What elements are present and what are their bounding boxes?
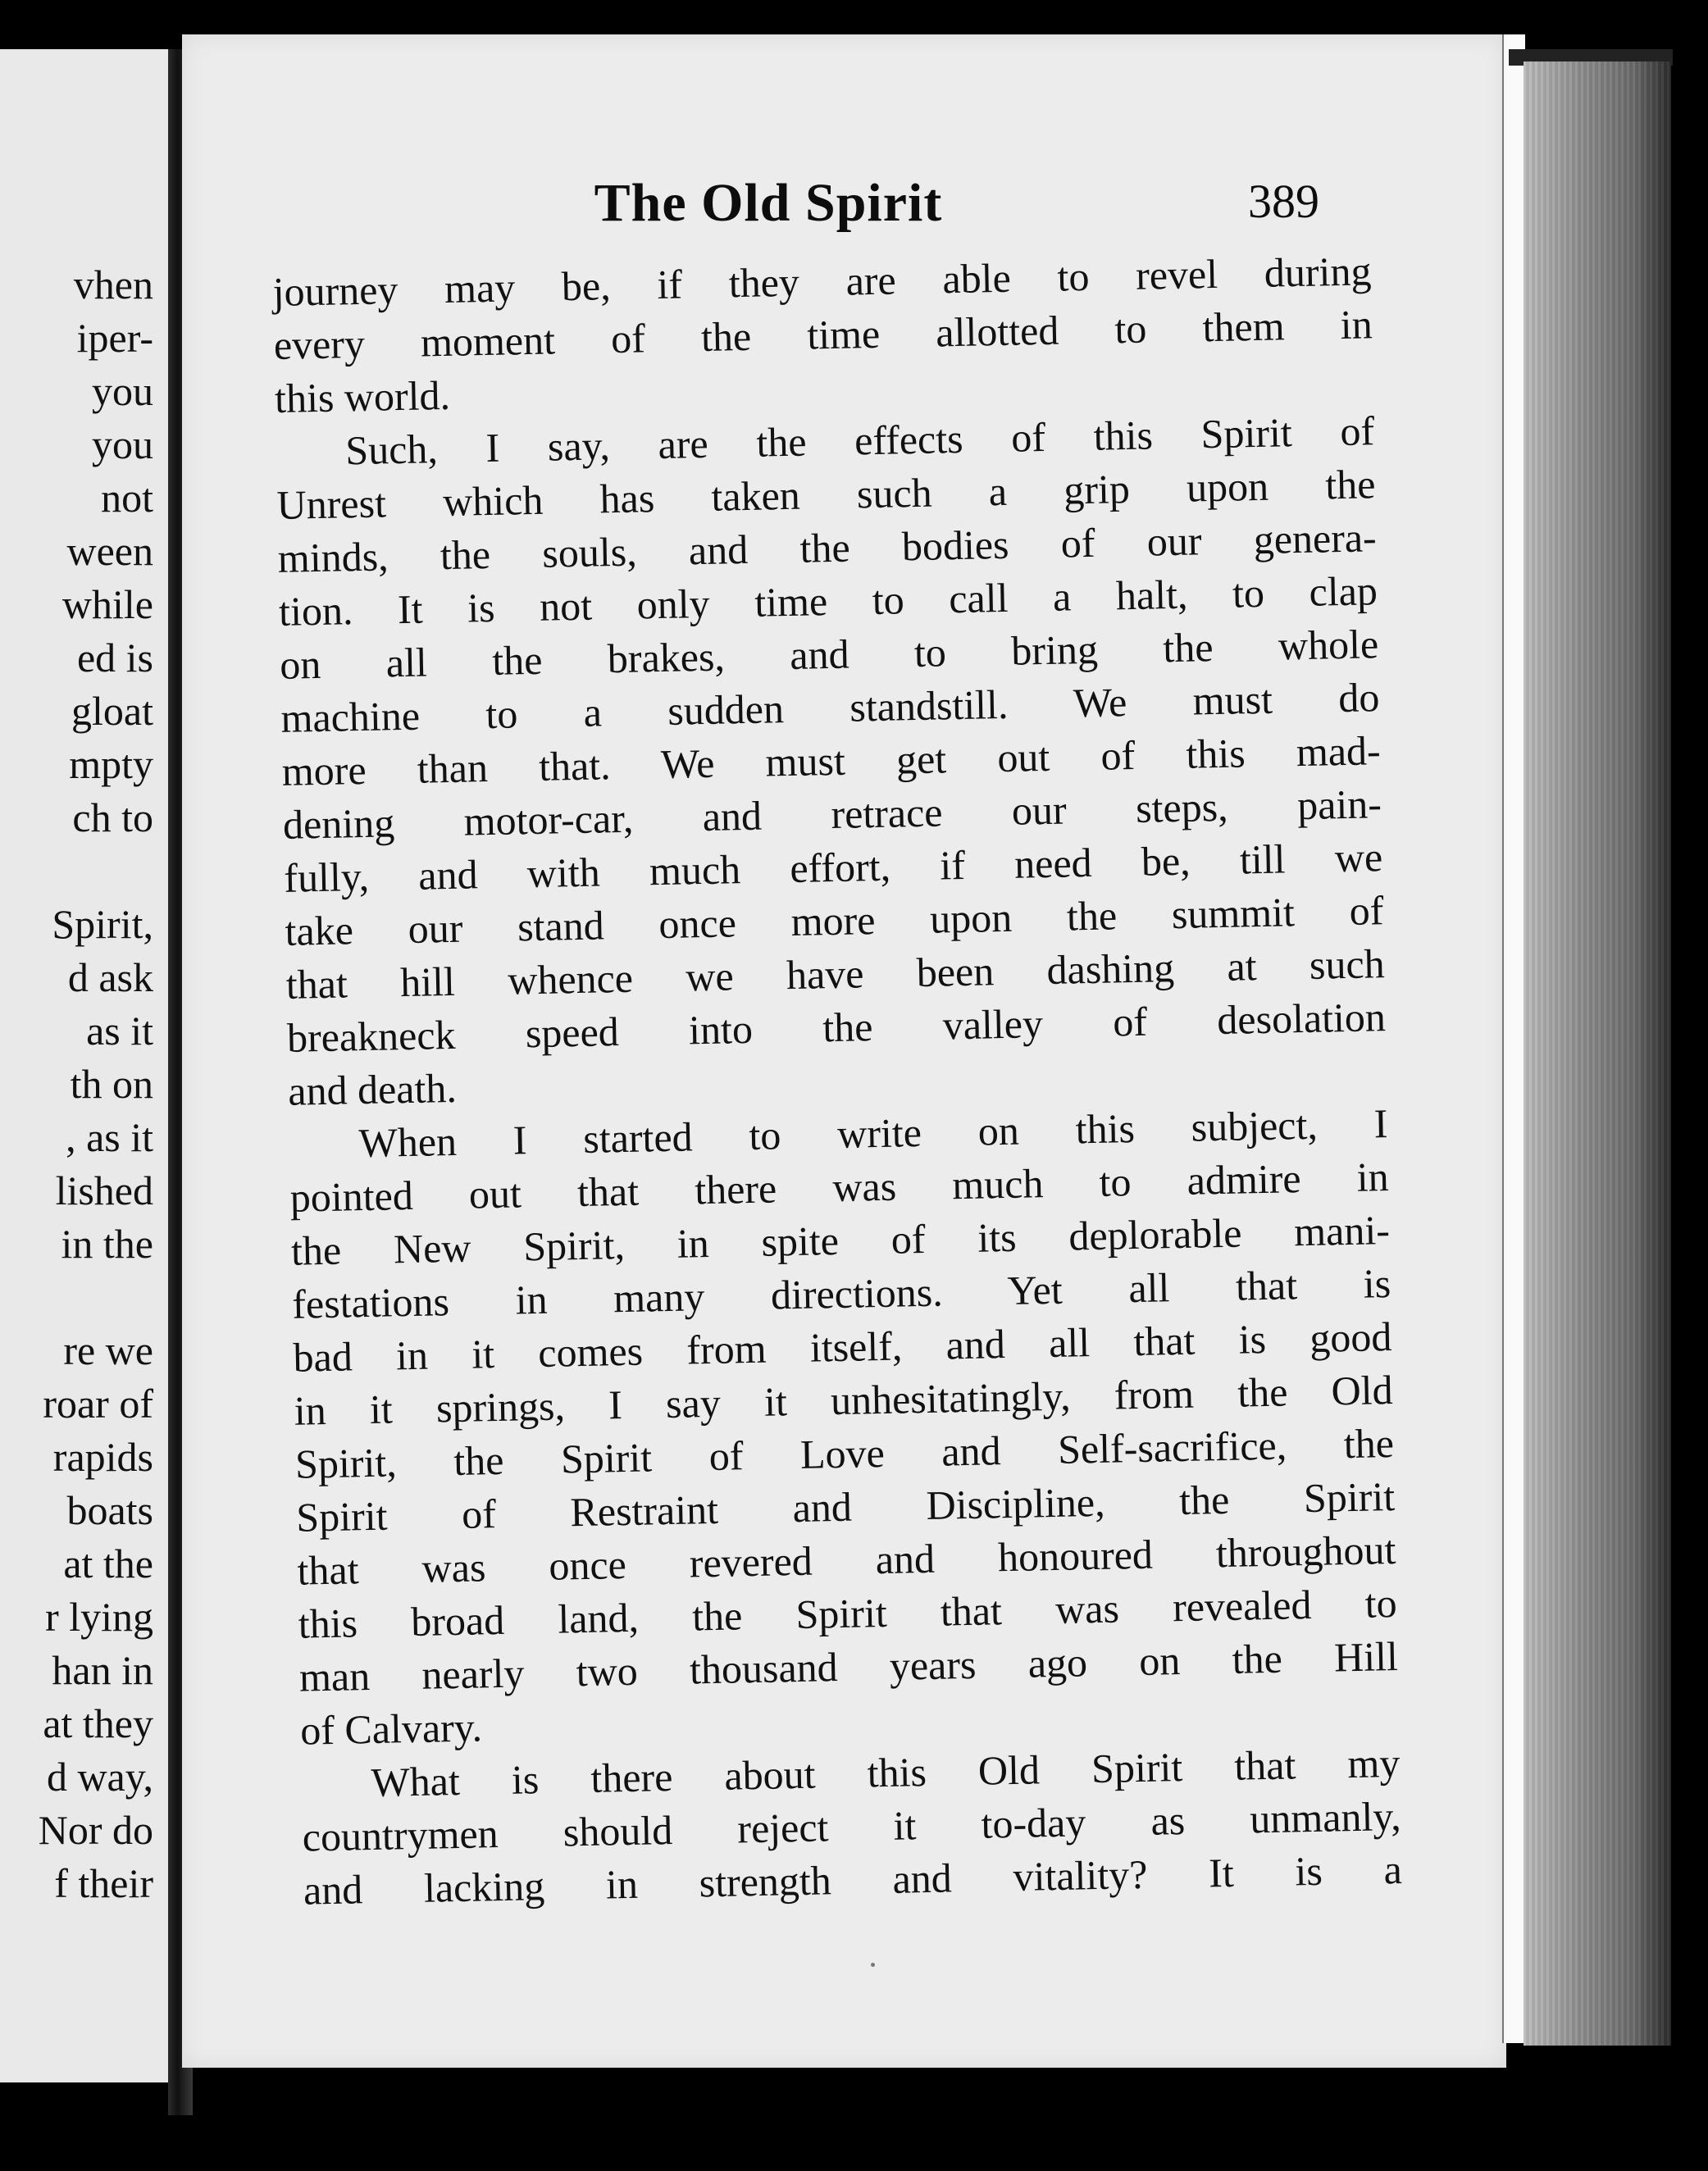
left-page-line-fragment: vhen <box>73 262 153 307</box>
left-page-line-fragment: boats <box>66 1487 153 1533</box>
right-page <box>182 34 1506 2068</box>
text-line: that was once revered and honoured throughout <box>297 1526 1396 1594</box>
left-page-line-fragment: while <box>61 581 153 627</box>
page-edge <box>1502 34 1525 2043</box>
left-page-line-fragment: , as it <box>66 1114 153 1160</box>
left-page-line-fragment: han in <box>52 1647 153 1693</box>
running-title: The Old Spirit <box>594 173 943 233</box>
text-line: What is there about this Old Spirit that my <box>371 1739 1401 1806</box>
page-number: 389 <box>1248 175 1319 228</box>
text-line: machine to a sudden standstill. We must do <box>280 674 1380 741</box>
left-page-line-fragment: gloat <box>71 688 153 734</box>
paper-speck <box>871 1963 875 1967</box>
left-page-line-fragment: Nor do <box>38 1807 153 1853</box>
left-page-line-fragment: as it <box>86 1008 153 1054</box>
text-line: Spirit, the Spirit of Love and Self-sacrifice, the <box>294 1420 1395 1487</box>
text-line: every moment of the time allotted to them in <box>273 301 1373 368</box>
left-page-fragment <box>0 49 176 2082</box>
left-page-line-fragment: lished <box>55 1167 153 1213</box>
left-page-line-fragment: at the <box>63 1541 153 1586</box>
text-line: breakneck speed into the valley of desolation <box>286 994 1387 1061</box>
left-page-line-fragment: ween <box>66 528 153 574</box>
text-line: Spirit of Restraint and Discipline, the Spirit <box>295 1472 1396 1541</box>
text-line: Such, I say, are the effects of this Spirit of <box>344 407 1375 474</box>
text-line: When I started to write on this subject, I <box>358 1100 1388 1167</box>
left-page-line-fragment: ch to <box>72 794 153 840</box>
left-page-line-fragment: r lying <box>45 1594 153 1640</box>
left-page-line-fragment: you <box>92 368 153 414</box>
left-page-line-fragment: iper- <box>76 315 153 361</box>
text-line: more than that. We must get out of this mad- <box>281 727 1382 794</box>
body-text <box>272 244 1402 1917</box>
text-line: that hill whence we have been dashing at such <box>285 940 1386 1008</box>
running-head <box>182 172 1506 246</box>
left-page-line-fragment: Spirit, <box>52 901 153 947</box>
text-line: festations in many directions. Yet all that is <box>291 1260 1391 1327</box>
text-line: bad in it comes from itself, and all that is good <box>293 1313 1392 1381</box>
left-page-line-fragment: th on <box>70 1061 153 1107</box>
text-line: take our stand once more upon the summit of <box>285 887 1384 954</box>
text-line: pointed out that there was much to admire in <box>289 1154 1390 1221</box>
text-line: journey may be, if they are able to revel during <box>272 248 1372 315</box>
left-page-line-fragment: d ask <box>67 954 153 1000</box>
left-page-line-fragment: roar of <box>43 1381 153 1427</box>
left-page-line-fragment: f their <box>54 1860 153 1906</box>
text-line: minds, the souls, and the bodies of our genera- <box>277 514 1378 581</box>
left-page-line-fragment: at they <box>43 1700 153 1746</box>
text-line: in it springs, I say it unhesitatingly, from the Old <box>294 1367 1394 1434</box>
left-page-line-fragment: d way, <box>46 1754 153 1800</box>
text-line: and death. <box>287 1064 458 1114</box>
text-line: and lacking in strength and vitality? It is a <box>303 1846 1403 1914</box>
text-line: man nearly two thousand years ago on the Hill <box>298 1632 1399 1700</box>
text-line: on all the brakes, and to bring the whole <box>279 621 1379 688</box>
left-page-line-fragment: ed is <box>76 635 153 680</box>
text-line: fully, and with much effort, if need be, till we <box>283 834 1383 901</box>
left-page-line-fragment: in the <box>61 1221 153 1267</box>
left-page-line-fragment: not <box>101 475 153 521</box>
text-line: Unrest which has taken such a grip upon the <box>276 461 1376 528</box>
text-line: tion. It is not only time to call a halt, to clap <box>278 567 1378 635</box>
book-edge-shadow <box>1524 61 1671 2046</box>
text-line: of Calvary. <box>299 1704 483 1754</box>
left-page-line-fragment: rapids <box>52 1434 153 1480</box>
left-page-line-fragment: re we <box>63 1327 153 1373</box>
left-page-line-fragment: you <box>92 421 153 467</box>
text-line: dening motor-car, and retrace our steps, pain- <box>282 781 1382 848</box>
text-line: the New Spirit, in spite of its deplorable mani- <box>290 1207 1391 1274</box>
text-line: this world. <box>274 371 451 421</box>
text-line: countrymen should reject it to-day as unmanly, <box>302 1792 1402 1860</box>
text-line: this broad land, the Spirit that was revealed to <box>298 1579 1398 1647</box>
left-page-line-fragment: mpty <box>69 741 153 787</box>
